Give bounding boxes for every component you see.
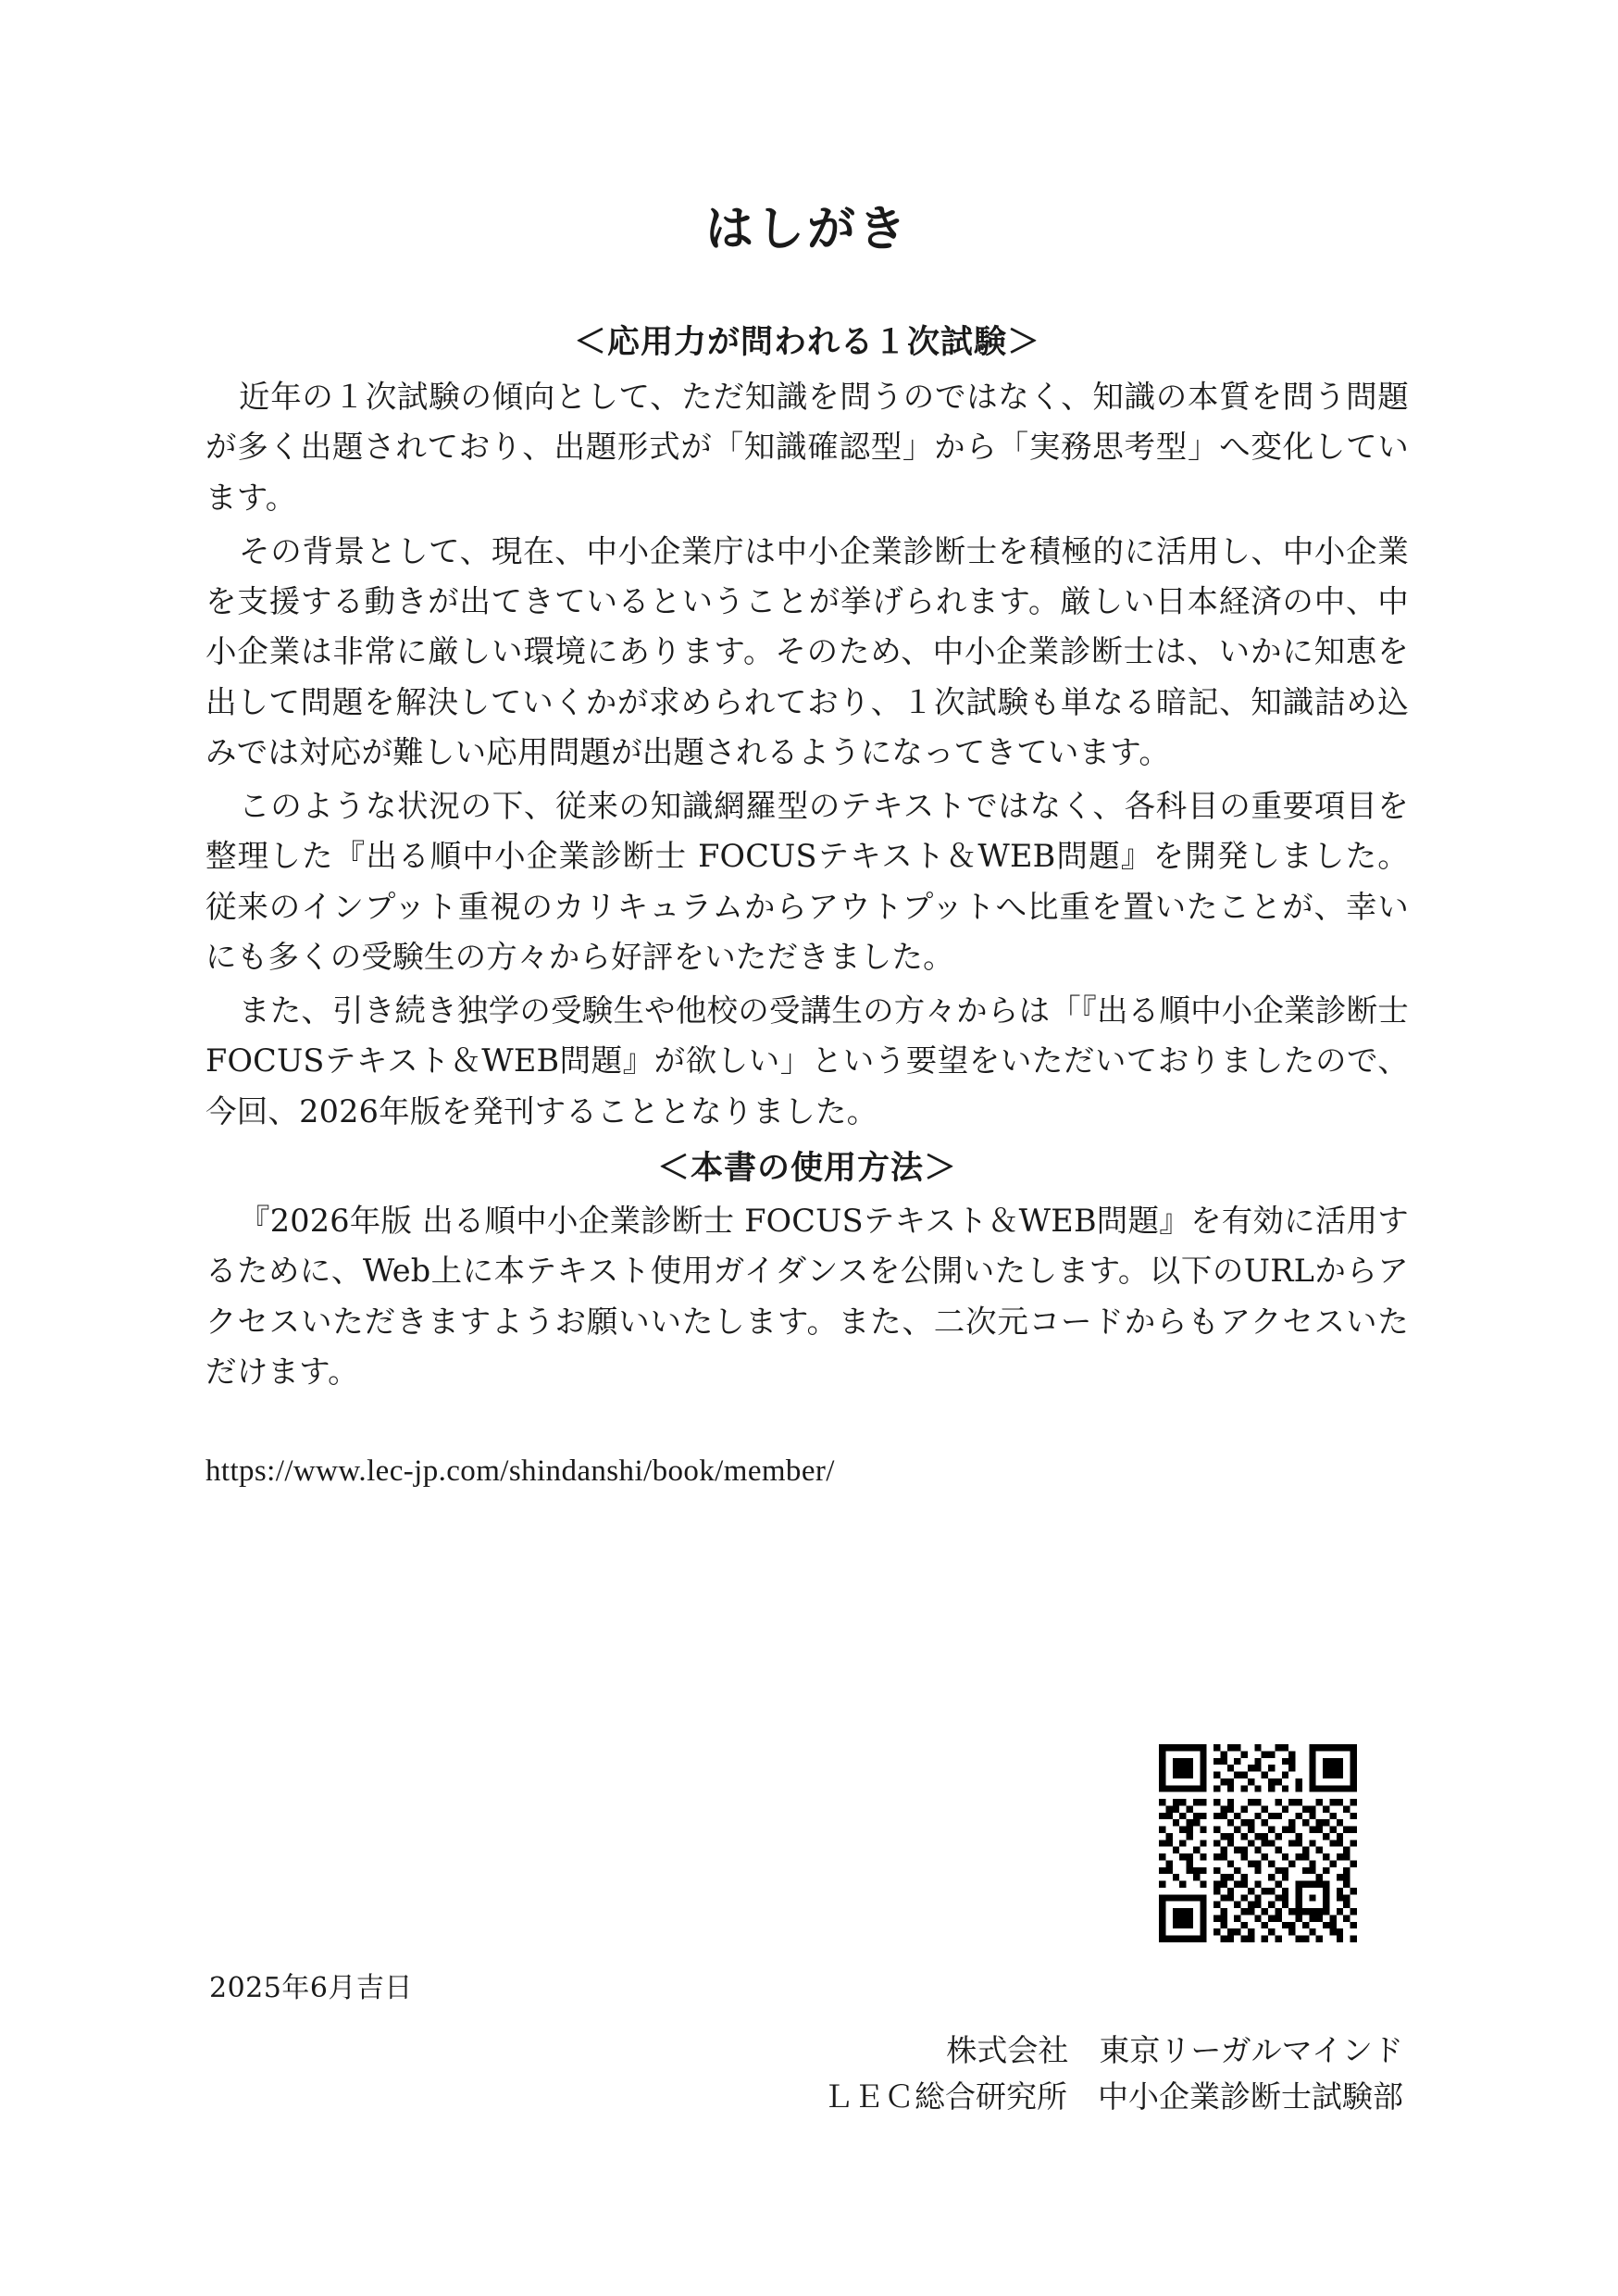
paragraph-2: その背景として、現在、中小企業庁は中小企業診断士を積極的に活用し、中小企業を支援する動きが出てきているということが挙げられます。厳しい日本経済の中、中小企業は非常に厳しい環境にあります。そのため、中小企業診断士は、いかに知恵を出して問題を解決していくかが求められており、１次試験も単なる暗記、知識詰め込みでは対応が難しい応用問題が出題されるようになってきています。	[205, 532, 1409, 770]
page-title: はしがき	[704, 201, 909, 257]
section-heading-2: ＜本書の使用方法＞	[656, 1148, 957, 1187]
qr-code-container[interactable]	[1159, 1744, 1357, 1942]
guidance-url[interactable]: https://www.lec-jp.com/shindanshi/book/member/	[205, 1454, 835, 1489]
paragraph-3: このような状況の下、従来の知識網羅型のテキストではなく、各科目の重要項目を整理した『出る順中小企業診断士 FOCUSテキスト＆WEB問題』を開発しました。従来のインプット重視のカリキュラムからアウトプットへ比重を置いたことが、幸いにも多くの受験生の方々から好評をいただきました。	[205, 788, 1409, 975]
signature-line-2: ＬＥＣ総合研究所 中小企業診断士試験部	[823, 2078, 1403, 2115]
document-body	[205, 190, 1409, 1489]
section-heading-1: ＜応用力が問われる１次試験＞	[573, 323, 1040, 361]
issue-date: 2025年6月吉日	[209, 1972, 413, 2004]
publisher-signature	[205, 2028, 1409, 2120]
signature-line-1: 株式会社 東京リーガルマインド	[946, 2032, 1403, 2068]
paragraph-5: 『2026年版 出る順中小企業診断士 FOCUSテキスト＆WEB問題』を有効に活用するために、Web上に本テキスト使用ガイダンスを公開いたします。以下のURLからアクセスいただきますようお願いいたします。また、二次元コードからもアクセスいただけます。	[205, 1202, 1409, 1390]
paragraph-1: 近年の１次試験の傾向として、ただ知識を問うのではなく、知識の本質を問う問題が多く出題されており、出題形式が「知識確認型」から「実務思考型」へ変化しています。	[205, 379, 1409, 516]
qr-code-icon[interactable]	[1159, 1744, 1357, 1942]
paragraph-4: また、引き続き独学の受験生や他校の受講生の方々からは「『出る順中小企業診断士 FOCUSテキスト＆WEB問題』が欲しい」という要望をいただいておりましたので、今回、2026年版を発刊することとなりました。	[205, 992, 1409, 1129]
